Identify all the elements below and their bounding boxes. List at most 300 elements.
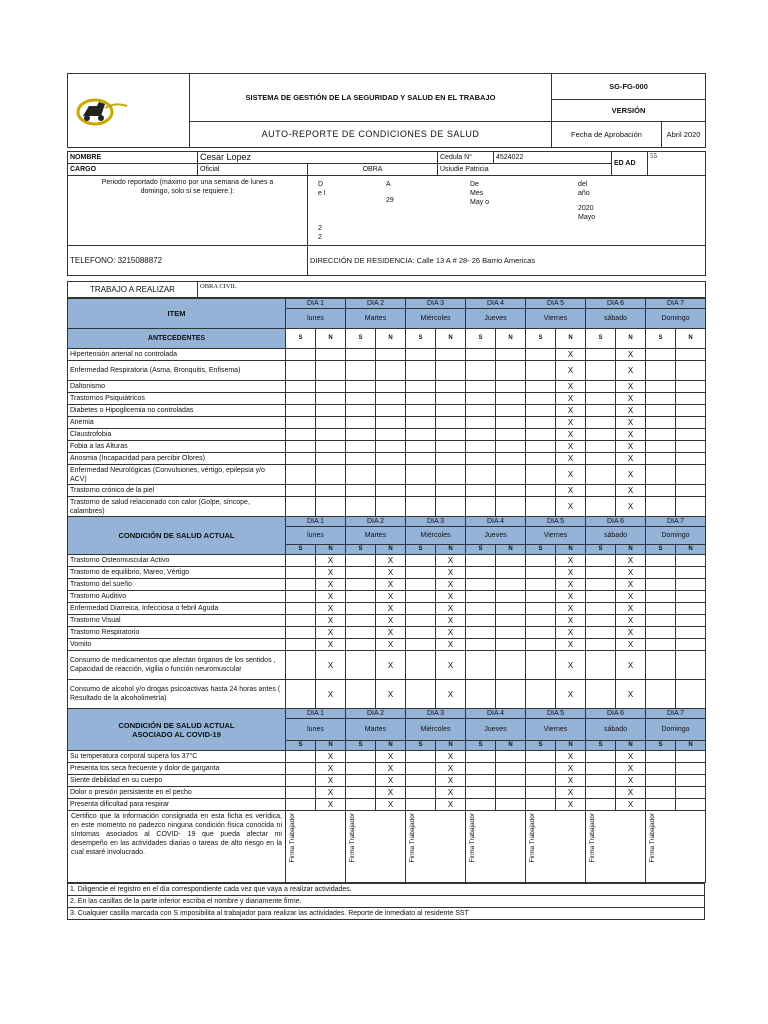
actual-condition-check-cell[interactable] [586, 603, 616, 615]
antecedente-check-cell[interactable] [406, 441, 436, 453]
actual-condition-check-cell[interactable]: X [436, 651, 466, 680]
actual-condition-check-cell[interactable] [496, 603, 526, 615]
actual-condition-check-cell[interactable]: X [556, 615, 586, 627]
antecedente-check-cell[interactable]: X [616, 465, 646, 485]
covid-condition-check-cell[interactable] [496, 775, 526, 787]
covid-condition-check-cell[interactable] [526, 763, 556, 775]
antecedente-check-cell[interactable] [646, 393, 676, 405]
antecedente-check-cell[interactable]: X [556, 405, 586, 417]
covid-condition-check-cell[interactable] [346, 763, 376, 775]
antecedente-check-cell[interactable] [406, 465, 436, 485]
antecedente-check-cell[interactable] [526, 441, 556, 453]
covid-condition-check-cell[interactable] [586, 763, 616, 775]
covid-condition-check-cell[interactable] [406, 787, 436, 799]
antecedente-check-cell[interactable] [376, 417, 406, 429]
actual-condition-check-cell[interactable] [646, 579, 676, 591]
covid-condition-check-cell[interactable] [586, 787, 616, 799]
covid-condition-check-cell[interactable] [676, 799, 706, 811]
name-field[interactable]: Cesar Lopez [198, 152, 438, 164]
antecedente-check-cell[interactable] [466, 465, 496, 485]
antecedente-check-cell[interactable] [676, 441, 706, 453]
antecedente-check-cell[interactable] [646, 417, 676, 429]
covid-condition-check-cell[interactable] [466, 775, 496, 787]
antecedente-check-cell[interactable] [376, 485, 406, 497]
antecedente-check-cell[interactable] [466, 393, 496, 405]
covid-condition-check-cell[interactable]: X [436, 799, 466, 811]
antecedente-check-cell[interactable] [286, 453, 316, 465]
period-from-day[interactable]: 2 2 [318, 225, 322, 241]
antecedente-check-cell[interactable] [286, 393, 316, 405]
antecedente-check-cell[interactable]: X [556, 417, 586, 429]
actual-condition-check-cell[interactable]: X [316, 680, 346, 709]
antecedente-check-cell[interactable] [676, 381, 706, 393]
antecedente-check-cell[interactable] [526, 393, 556, 405]
antecedente-check-cell[interactable] [346, 361, 376, 381]
antecedente-check-cell[interactable] [466, 441, 496, 453]
covid-condition-check-cell[interactable]: X [556, 751, 586, 763]
antecedente-check-cell[interactable] [346, 349, 376, 361]
actual-condition-check-cell[interactable]: X [556, 591, 586, 603]
antecedente-check-cell[interactable] [316, 381, 346, 393]
antecedente-check-cell[interactable] [646, 465, 676, 485]
actual-condition-check-cell[interactable] [466, 591, 496, 603]
actual-condition-check-cell[interactable]: X [556, 579, 586, 591]
actual-condition-check-cell[interactable] [586, 615, 616, 627]
actual-condition-check-cell[interactable]: X [556, 627, 586, 639]
actual-condition-check-cell[interactable] [286, 627, 316, 639]
antecedente-check-cell[interactable] [496, 485, 526, 497]
antecedente-check-cell[interactable] [406, 453, 436, 465]
actual-condition-check-cell[interactable] [286, 555, 316, 567]
actual-condition-check-cell[interactable]: X [556, 555, 586, 567]
antecedente-check-cell[interactable]: X [556, 429, 586, 441]
antecedente-check-cell[interactable]: X [556, 441, 586, 453]
antecedente-check-cell[interactable] [436, 453, 466, 465]
antecedente-check-cell[interactable] [436, 497, 466, 517]
covid-condition-check-cell[interactable]: X [616, 751, 646, 763]
actual-condition-check-cell[interactable]: X [616, 680, 646, 709]
antecedente-check-cell[interactable] [286, 465, 316, 485]
actual-condition-check-cell[interactable]: X [376, 680, 406, 709]
covid-condition-check-cell[interactable] [346, 799, 376, 811]
actual-condition-check-cell[interactable] [676, 627, 706, 639]
covid-condition-check-cell[interactable] [586, 799, 616, 811]
antecedente-check-cell[interactable] [466, 497, 496, 517]
actual-condition-check-cell[interactable] [526, 639, 556, 651]
covid-condition-check-cell[interactable]: X [616, 799, 646, 811]
antecedente-check-cell[interactable] [466, 429, 496, 441]
actual-condition-check-cell[interactable] [346, 591, 376, 603]
covid-condition-check-cell[interactable]: X [376, 787, 406, 799]
actual-condition-check-cell[interactable] [406, 579, 436, 591]
actual-condition-check-cell[interactable] [586, 567, 616, 579]
antecedente-check-cell[interactable] [436, 381, 466, 393]
actual-condition-check-cell[interactable] [346, 651, 376, 680]
antecedente-check-cell[interactable] [376, 381, 406, 393]
actual-condition-check-cell[interactable]: X [436, 615, 466, 627]
antecedente-check-cell[interactable]: X [616, 417, 646, 429]
antecedente-check-cell[interactable]: X [616, 405, 646, 417]
covid-condition-check-cell[interactable] [496, 751, 526, 763]
antecedente-check-cell[interactable] [586, 361, 616, 381]
antecedente-check-cell[interactable]: X [616, 453, 646, 465]
covid-condition-check-cell[interactable]: X [376, 763, 406, 775]
actual-condition-check-cell[interactable] [286, 680, 316, 709]
antecedente-check-cell[interactable]: X [556, 453, 586, 465]
antecedente-check-cell[interactable] [406, 349, 436, 361]
antecedente-check-cell[interactable] [436, 485, 466, 497]
actual-condition-check-cell[interactable] [496, 627, 526, 639]
covid-condition-check-cell[interactable] [496, 763, 526, 775]
actual-condition-check-cell[interactable] [586, 639, 616, 651]
antecedente-check-cell[interactable] [286, 349, 316, 361]
day-5-signature-cell[interactable] [526, 811, 586, 883]
antecedente-check-cell[interactable] [286, 429, 316, 441]
actual-condition-check-cell[interactable] [586, 680, 616, 709]
antecedente-check-cell[interactable] [586, 405, 616, 417]
antecedente-check-cell[interactable] [286, 405, 316, 417]
covid-condition-check-cell[interactable] [646, 799, 676, 811]
antecedente-check-cell[interactable] [406, 393, 436, 405]
actual-condition-check-cell[interactable] [526, 567, 556, 579]
covid-condition-check-cell[interactable]: X [436, 751, 466, 763]
actual-condition-check-cell[interactable] [346, 627, 376, 639]
actual-condition-check-cell[interactable] [526, 680, 556, 709]
covid-condition-check-cell[interactable] [286, 775, 316, 787]
antecedente-check-cell[interactable] [406, 497, 436, 517]
antecedente-check-cell[interactable] [316, 361, 346, 381]
actual-condition-check-cell[interactable] [286, 567, 316, 579]
covid-condition-check-cell[interactable] [646, 763, 676, 775]
antecedente-check-cell[interactable]: X [556, 381, 586, 393]
antecedente-check-cell[interactable] [646, 429, 676, 441]
actual-condition-check-cell[interactable] [526, 579, 556, 591]
antecedente-check-cell[interactable] [376, 497, 406, 517]
covid-condition-check-cell[interactable]: X [316, 751, 346, 763]
covid-condition-check-cell[interactable]: X [316, 787, 346, 799]
covid-condition-check-cell[interactable]: X [616, 775, 646, 787]
antecedente-check-cell[interactable] [436, 405, 466, 417]
period-year[interactable]: 2020 Mayo [578, 205, 596, 221]
actual-condition-check-cell[interactable] [676, 555, 706, 567]
actual-condition-check-cell[interactable]: X [316, 555, 346, 567]
actual-condition-check-cell[interactable] [676, 680, 706, 709]
antecedente-check-cell[interactable] [346, 393, 376, 405]
actual-condition-check-cell[interactable]: X [556, 603, 586, 615]
antecedente-check-cell[interactable] [496, 465, 526, 485]
edad-field[interactable]: 55 [648, 152, 706, 176]
covid-condition-check-cell[interactable]: X [376, 751, 406, 763]
actual-condition-check-cell[interactable] [586, 651, 616, 680]
actual-condition-check-cell[interactable] [526, 651, 556, 680]
antecedente-check-cell[interactable] [406, 485, 436, 497]
actual-condition-check-cell[interactable]: X [436, 555, 466, 567]
actual-condition-check-cell[interactable] [646, 651, 676, 680]
actual-condition-check-cell[interactable] [676, 639, 706, 651]
antecedente-check-cell[interactable] [526, 485, 556, 497]
actual-condition-check-cell[interactable] [496, 651, 526, 680]
covid-condition-check-cell[interactable]: X [556, 763, 586, 775]
antecedente-check-cell[interactable] [466, 381, 496, 393]
actual-condition-check-cell[interactable] [406, 680, 436, 709]
antecedente-check-cell[interactable] [526, 349, 556, 361]
antecedente-check-cell[interactable] [526, 429, 556, 441]
actual-condition-check-cell[interactable]: X [316, 567, 346, 579]
actual-condition-check-cell[interactable]: X [316, 651, 346, 680]
covid-condition-check-cell[interactable]: X [436, 763, 466, 775]
antecedente-check-cell[interactable] [316, 405, 346, 417]
actual-condition-check-cell[interactable] [496, 680, 526, 709]
actual-condition-check-cell[interactable]: X [376, 651, 406, 680]
antecedente-check-cell[interactable] [526, 361, 556, 381]
actual-condition-check-cell[interactable] [526, 555, 556, 567]
antecedente-check-cell[interactable] [406, 417, 436, 429]
actual-condition-check-cell[interactable]: X [616, 591, 646, 603]
actual-condition-check-cell[interactable] [496, 567, 526, 579]
actual-condition-check-cell[interactable] [646, 591, 676, 603]
actual-condition-check-cell[interactable]: X [436, 603, 466, 615]
actual-condition-check-cell[interactable] [586, 555, 616, 567]
covid-condition-check-cell[interactable]: X [316, 775, 346, 787]
actual-condition-check-cell[interactable] [466, 627, 496, 639]
antecedente-check-cell[interactable] [346, 381, 376, 393]
actual-condition-check-cell[interactable] [646, 615, 676, 627]
covid-condition-check-cell[interactable] [346, 751, 376, 763]
actual-condition-check-cell[interactable] [466, 579, 496, 591]
actual-condition-check-cell[interactable] [646, 567, 676, 579]
antecedente-check-cell[interactable] [496, 417, 526, 429]
cargo-field[interactable]: Oficial [198, 164, 308, 176]
antecedente-check-cell[interactable] [646, 453, 676, 465]
actual-condition-check-cell[interactable] [496, 579, 526, 591]
actual-condition-check-cell[interactable] [646, 555, 676, 567]
actual-condition-check-cell[interactable] [496, 615, 526, 627]
covid-condition-check-cell[interactable] [526, 787, 556, 799]
covid-condition-check-cell[interactable] [526, 799, 556, 811]
antecedente-check-cell[interactable] [586, 381, 616, 393]
day-2-signature-cell[interactable] [346, 811, 406, 883]
antecedente-check-cell[interactable] [346, 485, 376, 497]
actual-condition-check-cell[interactable] [406, 639, 436, 651]
actual-condition-check-cell[interactable] [586, 627, 616, 639]
actual-condition-check-cell[interactable] [646, 627, 676, 639]
actual-condition-check-cell[interactable]: X [556, 639, 586, 651]
antecedente-check-cell[interactable] [436, 441, 466, 453]
actual-condition-check-cell[interactable] [406, 627, 436, 639]
actual-condition-check-cell[interactable]: X [316, 615, 346, 627]
actual-condition-check-cell[interactable] [406, 567, 436, 579]
actual-condition-check-cell[interactable] [526, 627, 556, 639]
covid-condition-check-cell[interactable] [646, 751, 676, 763]
covid-condition-check-cell[interactable] [406, 799, 436, 811]
covid-condition-check-cell[interactable] [646, 787, 676, 799]
actual-condition-check-cell[interactable]: X [376, 555, 406, 567]
actual-condition-check-cell[interactable]: X [616, 567, 646, 579]
antecedente-check-cell[interactable] [646, 485, 676, 497]
antecedente-check-cell[interactable] [406, 361, 436, 381]
day-1-signature-cell[interactable] [286, 811, 346, 883]
covid-condition-check-cell[interactable] [406, 763, 436, 775]
actual-condition-check-cell[interactable] [286, 591, 316, 603]
actual-condition-check-cell[interactable]: X [556, 680, 586, 709]
antecedente-check-cell[interactable] [286, 361, 316, 381]
actual-condition-check-cell[interactable] [466, 639, 496, 651]
antecedente-check-cell[interactable] [376, 393, 406, 405]
actual-condition-check-cell[interactable] [346, 555, 376, 567]
antecedente-check-cell[interactable] [646, 441, 676, 453]
antecedente-check-cell[interactable] [286, 497, 316, 517]
actual-condition-check-cell[interactable]: X [376, 615, 406, 627]
obra-field[interactable]: Usiudie Patricia [438, 164, 612, 176]
trabajo-field[interactable]: OBRA CIVIL [198, 282, 706, 298]
antecedente-check-cell[interactable] [286, 441, 316, 453]
actual-condition-check-cell[interactable] [466, 615, 496, 627]
actual-condition-check-cell[interactable] [676, 603, 706, 615]
actual-condition-check-cell[interactable] [586, 591, 616, 603]
actual-condition-check-cell[interactable]: X [376, 591, 406, 603]
covid-condition-check-cell[interactable] [676, 787, 706, 799]
antecedente-check-cell[interactable] [526, 417, 556, 429]
day-7-signature-cell[interactable] [646, 811, 706, 883]
actual-condition-check-cell[interactable] [346, 680, 376, 709]
actual-condition-check-cell[interactable] [586, 579, 616, 591]
covid-condition-check-cell[interactable] [496, 799, 526, 811]
day-4-signature-cell[interactable] [466, 811, 526, 883]
actual-condition-check-cell[interactable]: X [376, 579, 406, 591]
actual-condition-check-cell[interactable] [346, 639, 376, 651]
actual-condition-check-cell[interactable] [466, 567, 496, 579]
covid-condition-check-cell[interactable]: X [436, 775, 466, 787]
actual-condition-check-cell[interactable] [496, 591, 526, 603]
antecedente-check-cell[interactable] [406, 381, 436, 393]
antecedente-check-cell[interactable] [496, 405, 526, 417]
covid-condition-check-cell[interactable]: X [616, 763, 646, 775]
covid-condition-check-cell[interactable] [466, 751, 496, 763]
covid-condition-check-cell[interactable] [526, 751, 556, 763]
antecedente-check-cell[interactable] [406, 405, 436, 417]
antecedente-check-cell[interactable] [346, 429, 376, 441]
actual-condition-check-cell[interactable] [286, 639, 316, 651]
actual-condition-check-cell[interactable]: X [436, 627, 466, 639]
actual-condition-check-cell[interactable] [406, 603, 436, 615]
antecedente-check-cell[interactable] [676, 417, 706, 429]
antecedente-check-cell[interactable]: X [616, 497, 646, 517]
actual-condition-check-cell[interactable] [526, 615, 556, 627]
actual-condition-check-cell[interactable] [526, 603, 556, 615]
actual-condition-check-cell[interactable] [496, 639, 526, 651]
antecedente-check-cell[interactable] [436, 361, 466, 381]
antecedente-check-cell[interactable] [586, 497, 616, 517]
actual-condition-check-cell[interactable] [346, 603, 376, 615]
antecedente-check-cell[interactable] [676, 361, 706, 381]
antecedente-check-cell[interactable] [406, 429, 436, 441]
antecedente-check-cell[interactable]: X [556, 361, 586, 381]
actual-condition-check-cell[interactable] [286, 615, 316, 627]
covid-condition-check-cell[interactable] [466, 763, 496, 775]
actual-condition-check-cell[interactable]: X [436, 579, 466, 591]
covid-condition-check-cell[interactable]: X [376, 799, 406, 811]
actual-condition-check-cell[interactable] [346, 615, 376, 627]
antecedente-check-cell[interactable] [346, 453, 376, 465]
antecedente-check-cell[interactable] [586, 453, 616, 465]
antecedente-check-cell[interactable] [316, 417, 346, 429]
antecedente-check-cell[interactable] [646, 381, 676, 393]
actual-condition-check-cell[interactable]: X [616, 639, 646, 651]
covid-condition-check-cell[interactable] [346, 775, 376, 787]
antecedente-check-cell[interactable] [376, 429, 406, 441]
antecedente-check-cell[interactable] [316, 485, 346, 497]
actual-condition-check-cell[interactable]: X [616, 603, 646, 615]
covid-condition-check-cell[interactable] [406, 775, 436, 787]
antecedente-check-cell[interactable] [496, 429, 526, 441]
antecedente-check-cell[interactable] [526, 465, 556, 485]
antecedente-check-cell[interactable] [586, 393, 616, 405]
covid-condition-check-cell[interactable] [466, 799, 496, 811]
covid-condition-check-cell[interactable] [286, 763, 316, 775]
actual-condition-check-cell[interactable] [406, 615, 436, 627]
actual-condition-check-cell[interactable] [676, 567, 706, 579]
actual-condition-check-cell[interactable]: X [316, 627, 346, 639]
actual-condition-check-cell[interactable] [286, 603, 316, 615]
covid-condition-check-cell[interactable] [586, 775, 616, 787]
actual-condition-check-cell[interactable] [466, 651, 496, 680]
antecedente-check-cell[interactable] [646, 497, 676, 517]
antecedente-check-cell[interactable]: X [616, 349, 646, 361]
actual-condition-check-cell[interactable] [466, 603, 496, 615]
antecedente-check-cell[interactable]: X [556, 465, 586, 485]
actual-condition-check-cell[interactable]: X [616, 579, 646, 591]
direccion-field[interactable]: Calle 13 A # 28- 26 Barrio Americas [416, 256, 536, 265]
antecedente-check-cell[interactable]: X [556, 393, 586, 405]
actual-condition-check-cell[interactable]: X [556, 651, 586, 680]
actual-condition-check-cell[interactable]: X [316, 591, 346, 603]
day-3-signature-cell[interactable] [406, 811, 466, 883]
antecedente-check-cell[interactable] [586, 429, 616, 441]
actual-condition-check-cell[interactable]: X [556, 567, 586, 579]
antecedente-check-cell[interactable] [646, 405, 676, 417]
covid-condition-check-cell[interactable] [676, 775, 706, 787]
covid-condition-check-cell[interactable] [406, 751, 436, 763]
actual-condition-check-cell[interactable]: X [316, 639, 346, 651]
actual-condition-check-cell[interactable]: X [376, 603, 406, 615]
antecedente-check-cell[interactable] [466, 405, 496, 417]
cedula-field[interactable]: 4524022 [494, 152, 612, 164]
covid-condition-check-cell[interactable] [586, 751, 616, 763]
antecedente-check-cell[interactable] [496, 393, 526, 405]
covid-condition-check-cell[interactable] [286, 799, 316, 811]
antecedente-check-cell[interactable] [496, 381, 526, 393]
actual-condition-check-cell[interactable] [646, 603, 676, 615]
antecedente-check-cell[interactable]: X [616, 393, 646, 405]
actual-condition-check-cell[interactable] [466, 555, 496, 567]
actual-condition-check-cell[interactable]: X [616, 651, 646, 680]
covid-condition-check-cell[interactable]: X [556, 799, 586, 811]
antecedente-check-cell[interactable] [586, 485, 616, 497]
covid-condition-check-cell[interactable]: X [436, 787, 466, 799]
actual-condition-check-cell[interactable]: X [436, 680, 466, 709]
antecedente-check-cell[interactable] [316, 441, 346, 453]
antecedente-check-cell[interactable] [466, 349, 496, 361]
antecedente-check-cell[interactable] [376, 349, 406, 361]
covid-condition-check-cell[interactable]: X [376, 775, 406, 787]
antecedente-check-cell[interactable] [526, 405, 556, 417]
actual-condition-check-cell[interactable] [346, 579, 376, 591]
covid-condition-check-cell[interactable]: X [616, 787, 646, 799]
antecedente-check-cell[interactable] [346, 417, 376, 429]
antecedente-check-cell[interactable]: X [616, 361, 646, 381]
covid-condition-check-cell[interactable]: X [316, 763, 346, 775]
actual-condition-check-cell[interactable]: X [436, 639, 466, 651]
